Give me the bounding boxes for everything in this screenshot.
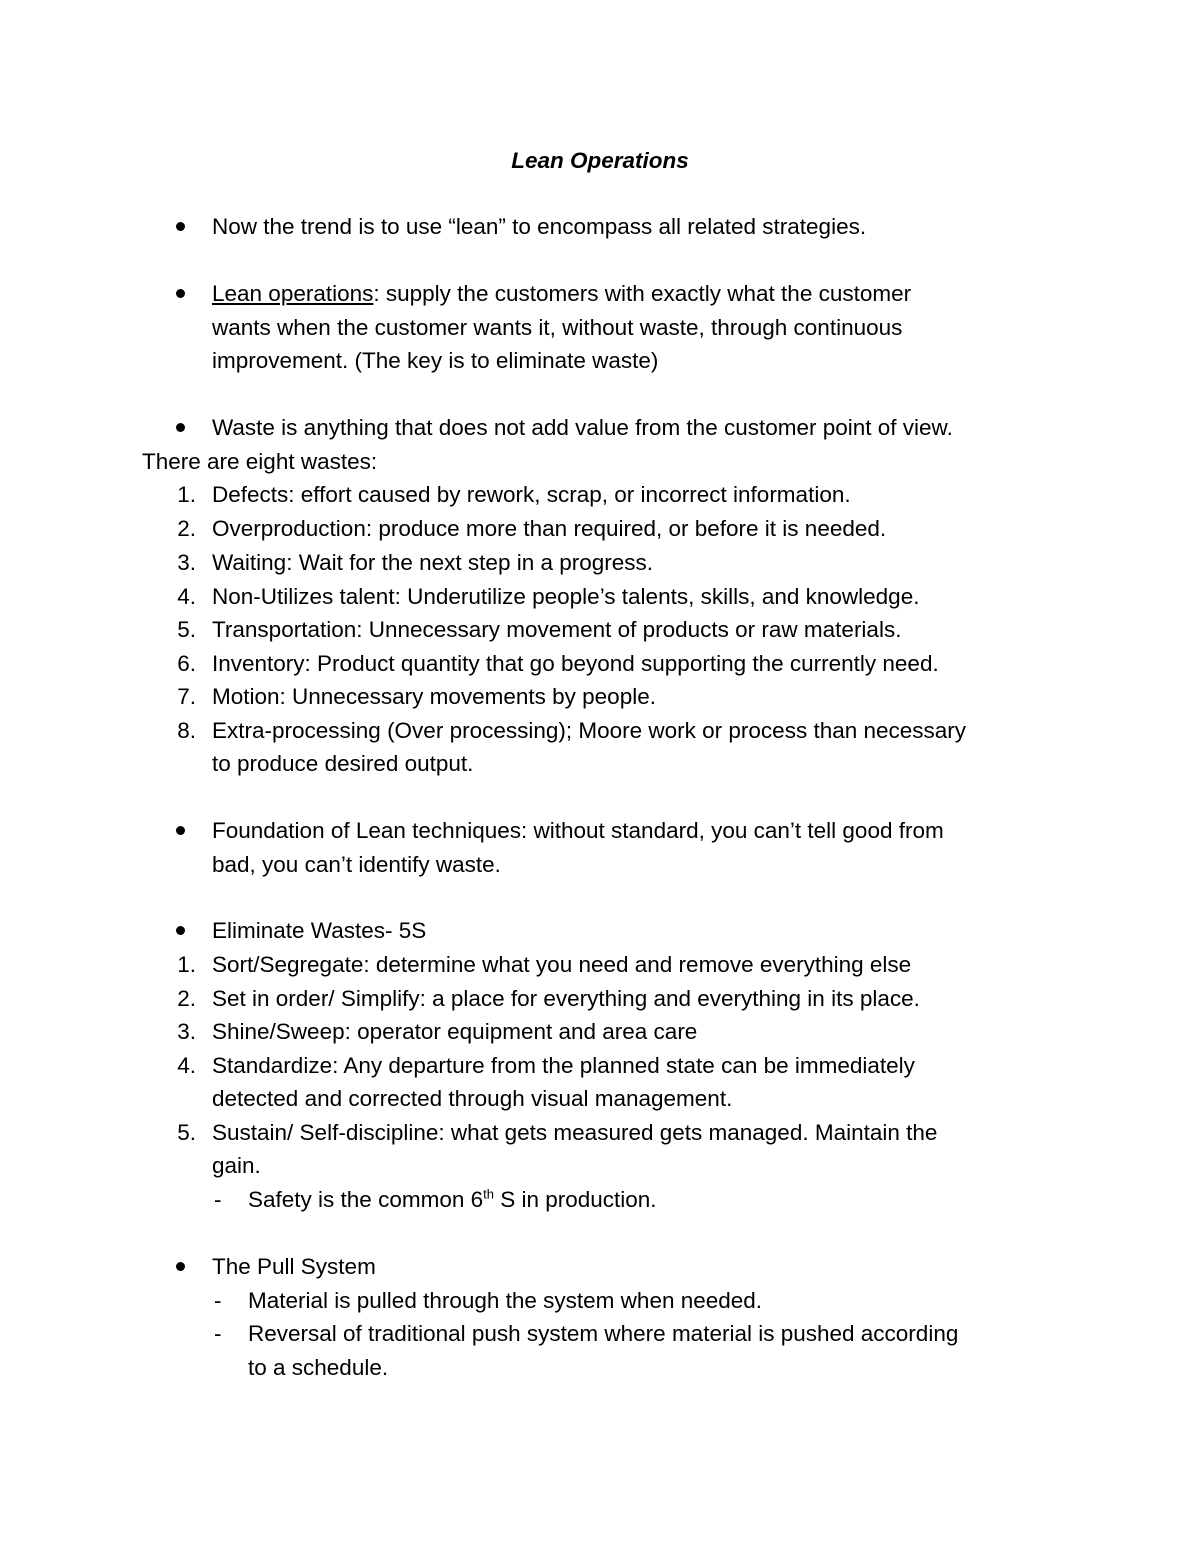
list-number: 5. bbox=[177, 1120, 196, 1145]
list-item: Defects: effort caused by rework, scrap, or incorrect information. bbox=[212, 482, 851, 507]
list-number: 6. bbox=[177, 651, 196, 676]
bullet-1-text: Now the trend is to use “lean” to encompass all related strategies. bbox=[212, 214, 867, 239]
list-item: Waiting: Wait for the next step in a progress. bbox=[212, 550, 654, 575]
dash-marker: - bbox=[214, 1288, 222, 1313]
safety-text-end: S in production. bbox=[493, 1187, 657, 1212]
list-number: 2. bbox=[177, 986, 196, 1011]
list-item-continuation: to produce desired output. bbox=[212, 751, 474, 776]
bullet-2-line-3: improvement. (The key is to eliminate waste) bbox=[212, 348, 659, 373]
bullet-marker bbox=[176, 826, 185, 835]
list-number: 8. bbox=[177, 718, 196, 743]
list-item: Non-Utilizes talent: Underutilize people’s talents, skills, and knowledge. bbox=[212, 584, 920, 609]
page-title: Lean Operations bbox=[511, 148, 689, 173]
lean-operations-definition: : supply the customers with exactly what the customer bbox=[373, 281, 912, 306]
bullet-2-line-1 bbox=[212, 277, 911, 310]
dash-marker: - bbox=[214, 1321, 222, 1346]
wastes-intro: There are eight wastes: bbox=[142, 449, 378, 474]
safety-text: Safety is the common 6 bbox=[248, 1187, 484, 1212]
bullet-3-text: Waste is anything that does not add value from the customer point of view. bbox=[212, 415, 953, 440]
list-item: Sustain/ Self-discipline: what gets measured gets managed. Maintain the bbox=[212, 1120, 938, 1145]
list-number: 1. bbox=[177, 952, 196, 977]
list-number: 7. bbox=[177, 684, 196, 709]
list-number: 3. bbox=[177, 550, 196, 575]
list-item-continuation: gain. bbox=[212, 1153, 261, 1178]
lean-operations-term: Lean operations bbox=[212, 281, 374, 306]
bullet-marker bbox=[176, 222, 185, 231]
list-number: 4. bbox=[177, 1053, 196, 1078]
sub-item-continuation: to a schedule. bbox=[248, 1355, 389, 1380]
bullet-4-line-2: bad, you can’t identify waste. bbox=[212, 852, 501, 877]
sub-item: Material is pulled through the system when needed. bbox=[248, 1288, 763, 1313]
list-number: 5. bbox=[177, 617, 196, 642]
bullet-5-text: Eliminate Wastes- 5S bbox=[212, 918, 427, 943]
list-item: Standardize: Any departure from the planned state can be immediately bbox=[212, 1053, 915, 1078]
list-item: Inventory: Product quantity that go beyond supporting the currently need. bbox=[212, 651, 939, 676]
list-item: Shine/Sweep: operator equipment and area care bbox=[212, 1019, 698, 1044]
bullet-marker bbox=[176, 1262, 185, 1271]
list-item-continuation: detected and corrected through visual management. bbox=[212, 1086, 733, 1111]
list-item: Extra-processing (Over processing); Moore work or process than necessary bbox=[212, 718, 967, 743]
list-item: Set in order/ Simplify: a place for everything and everything in its place. bbox=[212, 986, 920, 1011]
list-item: Motion: Unnecessary movements by people. bbox=[212, 684, 656, 709]
bullet-marker bbox=[176, 926, 185, 935]
list-number: 4. bbox=[177, 584, 196, 609]
list-item: Sort/Segregate: determine what you need and remove everything else bbox=[212, 952, 912, 977]
bullet-marker bbox=[176, 289, 185, 298]
list-item: Overproduction: produce more than required, or before it is needed. bbox=[212, 516, 887, 541]
list-item: Transportation: Unnecessary movement of products or raw materials. bbox=[212, 617, 902, 642]
list-number: 3. bbox=[177, 1019, 196, 1044]
list-number: 1. bbox=[177, 482, 196, 507]
list-number: 2. bbox=[177, 516, 196, 541]
bullet-2-line-2: wants when the customer wants it, without waste, through continuous bbox=[212, 315, 903, 340]
dash-marker: - bbox=[214, 1187, 222, 1212]
ordinal-suffix: th bbox=[483, 1186, 494, 1202]
bullet-4-line-1: Foundation of Lean techniques: without standard, you can’t tell good from bbox=[212, 818, 944, 843]
safety-note bbox=[248, 1183, 657, 1216]
bullet-6-text: The Pull System bbox=[212, 1254, 376, 1279]
sub-item: Reversal of traditional push system where material is pushed according bbox=[248, 1321, 959, 1346]
bullet-marker bbox=[176, 423, 185, 432]
